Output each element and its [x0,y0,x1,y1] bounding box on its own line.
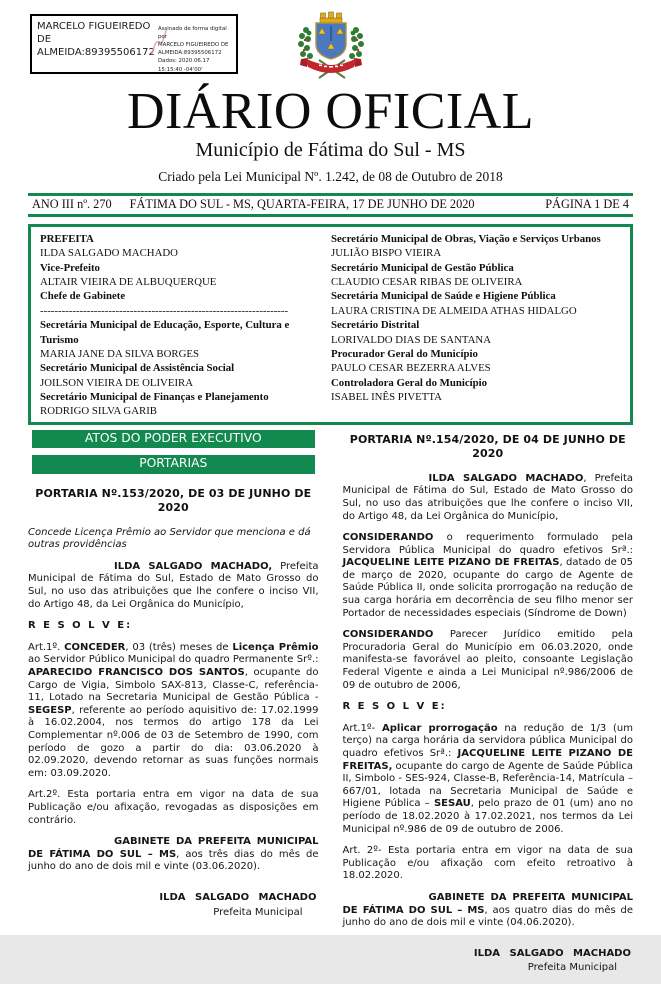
portaria-153-heading: PORTARIA Nº.153/2020, DE 03 DE JUNHO DE 2020 [35,486,312,514]
official-entry [40,232,327,261]
portaria-154-art1: Art.1º- Aplicar prorrogação na redução de 1/3 (um terço) na carga horária da servidora pública Municipal do quadro efetivos Srª.: JACQUELINE LEITE PIZANO DE FREITAS, ocupante do cargo de Agente de Saúde Pública II, Simbolo - SES-924, Classe-B, Referência-14, Matrícula – 667/01, lotada na Secretaria Municipal de Saúde e Higiene Pública – SESAU, pelo prazo de 01 (um) ano no período de 18.02.2020 à 17.02.2021, nos termos da Lei Municipal nº.986 de 09 de outubro de 2006. [342,722,633,835]
officials-column-right [331,232,622,418]
official-entry [40,361,327,390]
portaria-154-considerando-2: CONSIDERANDO Parecer Jurídico emitido pela Procuradoria Geral do Município em 06.03.2020, onde manifesta-se favorável ao pleito, consoante Legislação Federal Vigente e ainda a Lei Municipal nº.986/2006 de 09 de outubro de 2006, [342,629,633,691]
official-entry [331,318,618,347]
portaria-153-resolve: R E S O L V E: [28,620,133,632]
gazette-title: DIÁRIO OFICIAL [126,83,535,140]
official-title: Secretária Municipal de Saúde e Higiene Pública [331,290,556,303]
official-entry [40,390,327,419]
official-name: MARIA JANE DA SILVA BORGES [40,347,199,360]
official-entry [331,289,618,318]
officials-column-left [40,232,331,418]
official-name: ISABEL INÊS PIVETTA [331,390,442,403]
official-entry [40,289,327,318]
digital-signature-box [30,14,238,74]
signature-name-line: MARCELO FIGUEIREDO [37,21,151,32]
signature-detail-line: MARCELO FIGUEIREDO DE [158,42,229,49]
masthead [28,83,633,185]
official-name: JULIÃO BISPO VIEIRA [331,247,442,260]
vacant-office-dashes: --------------------------------------------------------------------- [40,304,289,317]
portaria-153-preamble: ILDA SALGADO MACHADO, Prefeita Municipal de Fátima do Sul, Estado de Mato Grosso do Sul, no uso das atribuições que lhe confere o inciso VII, do Artigo 48, da Lei Orgânica do Município, [28,560,319,610]
official-title: Secretário Municipal de Obras, Viação e Serviços Urbanos [331,233,601,245]
official-title: Secretário Municipal de Assistência Social [40,362,235,375]
gazette-subtitle: Município de Fátima do Sul - MS [195,139,466,161]
official-entry [331,347,618,376]
officials-box [28,224,633,425]
portaria-154-preamble: ILDA SALGADO MACHADO, Prefeita Municipal de Fátima do Sul, Estado de Mato Grosso do Sul, no uso das atribuições que lhe confere o inciso VII, do Artigo 48, da Lei Orgânica do Município, [342,472,633,522]
content-column-right [343,430,634,984]
portaria-153-signer-name: ILDA SALGADO MACHADO [159,891,317,903]
official-title: Secretária Municipal de Educação, Esporte, Cultura e Turismo [40,319,290,346]
official-title: Procurador Geral do Município [331,347,478,360]
signature-details [158,20,232,73]
portaria-154-signer-name: ILDA SALGADO MACHADO [473,947,631,959]
official-name: RODRIGO SILVA GARIB [40,405,157,418]
official-name: CLAUDIO CESAR RIBAS DE OLIVEIRA [331,276,523,289]
section-banner-portarias: PORTARIAS [32,455,315,473]
content-column-left [28,430,319,984]
signature-detail-line: ALMEIDA:89395506172 [158,50,222,57]
portaria-153-art2: Art.2º. Esta portaria entra em vigor na data de sua Publicação e/ou afixação, revogadas as disposições em contrário. [28,789,319,826]
official-title: Secretário Distrital [331,319,420,332]
portaria-154-resolve: R E S O L V E: [342,701,447,713]
portaria-153-gabinete: GABINETE DA PREFEITA MUNICIPAL DE FÁTIMA DO SUL – MS, aos três dias do mês de junho do ano de dois mil e vinte (03.06.2020). [28,836,319,873]
official-entry [331,232,618,261]
official-name: ALTAIR VIEIRA DE ALBUQUERQUE [40,276,217,289]
official-entry [331,376,618,405]
signature-name-line: DE [37,34,52,45]
edition-header-bar [28,193,633,217]
page-indicator: PÁGINA 1 DE 4 [545,197,629,211]
official-name: ILDA SALGADO MACHADO [40,247,178,260]
edition-info [32,197,475,212]
official-title: Secretário Municipal de Gestão Pública [331,261,514,274]
section-banner-atos: ATOS DO PODER EXECUTIVO [32,430,315,448]
official-name: LAURA CRISTINA DE ALMEIDA ATHAS HIDALGO [331,304,577,317]
portaria-154-signer-role: Prefeita Municipal [527,962,617,974]
official-entry [331,261,618,290]
signature-detail-line: Assinado de forma digital por [158,26,227,41]
page-top [28,12,633,84]
edition-number: ANO III nº. 270 [32,197,112,211]
official-title: Chefe de Gabinete [40,290,126,303]
portaria-153-art1: Art.1º. CONCEDER, 03 (três) meses de Licença Prêmio ao Servidor Público Municipal do quadro Permanente Srº.: APARECIDO FRANCISCO DOS SANTOS, ocupante do Cargo de Vigia, Simbolo SAX-813, Classe-C, referência-11, Lotado na Secretaria Municipal de Gestão Pública - SEGESP, referente ao período aquisitivo de: 17.02.1999 à 16.02.2004, nos termos do artigo 178 da Lei Complementar nº.006 de 03 de Setembro de 1990, com período de gozo a partir do dia: 03.06.2020 à 02.09.2020, devendo retornar as suas funções normais em: 03.09.2020. [28,641,319,779]
signature-name [37,20,153,70]
official-entry [40,318,327,361]
municipal-coat-of-arms-icon [291,10,371,84]
official-entry [40,261,327,290]
content-columns [28,430,633,984]
official-name: PAULO CESAR BEZERRA ALVES [331,362,491,375]
signature-name-line: ALMEIDA:89395506172 [37,47,155,58]
portaria-154-gabinete: GABINETE DA PREFEITA MUNICIPAL DE FÁTIMA DO SUL – MS, aos quatro dias do mês de junho do ano de dois mil e vinte (04.06.2020). [342,891,633,929]
official-title: Secretário Municipal de Finanças e Planejamento [40,390,269,403]
portaria-154-art2: Art. 2º- Esta portaria entra em vigor na data de sua Publicação e/ou afixação com efeito retroativo à 18.02.2020. [342,845,633,882]
edition-date: FÁTIMA DO SUL - MS, QUARTA-FEIRA, 17 DE JUNHO DE 2020 [129,197,475,211]
official-title: PREFEITA [40,233,94,245]
official-name: LORIVALDO DIAS DE SANTANA [331,333,491,346]
official-title: Vice-Prefeito [40,261,100,274]
portaria-153-ementa: Concede Licença Prêmio ao Servidor que menciona e dá outras providências [28,526,311,551]
gazette-creation-law: Criado pela Lei Municipal Nº. 1.242, de 08 de Outubro de 2018 [158,169,503,184]
portaria-153-signer-role: Prefeita Municipal [213,906,303,918]
signature-detail-line: Dados: 2020.06.17 15:15:40 -04'00' [158,58,210,73]
official-name: JOILSON VIEIRA DE OLIVEIRA [40,376,194,389]
portaria-154-heading: PORTARIA Nº.154/2020, DE 04 DE JUNHO DE 2020 [349,433,626,460]
portaria-154-considerando-1: CONSIDERANDO o requerimento formulado pela Servidora Pública Municipal do quadro efetivos Srª.: JACQUELINE LEITE PIZANO DE FREITAS, datado de 05 de março de 2020, ocupante do cargo de Agente de Saúde Pública II, onde solicita prorrogação na redução de sua carga horária em decorrência de seu filho menor ser Portador de necessidades especiais (Síndrome de Down) [342,532,633,619]
official-title: Controladora Geral do Município [331,376,488,389]
